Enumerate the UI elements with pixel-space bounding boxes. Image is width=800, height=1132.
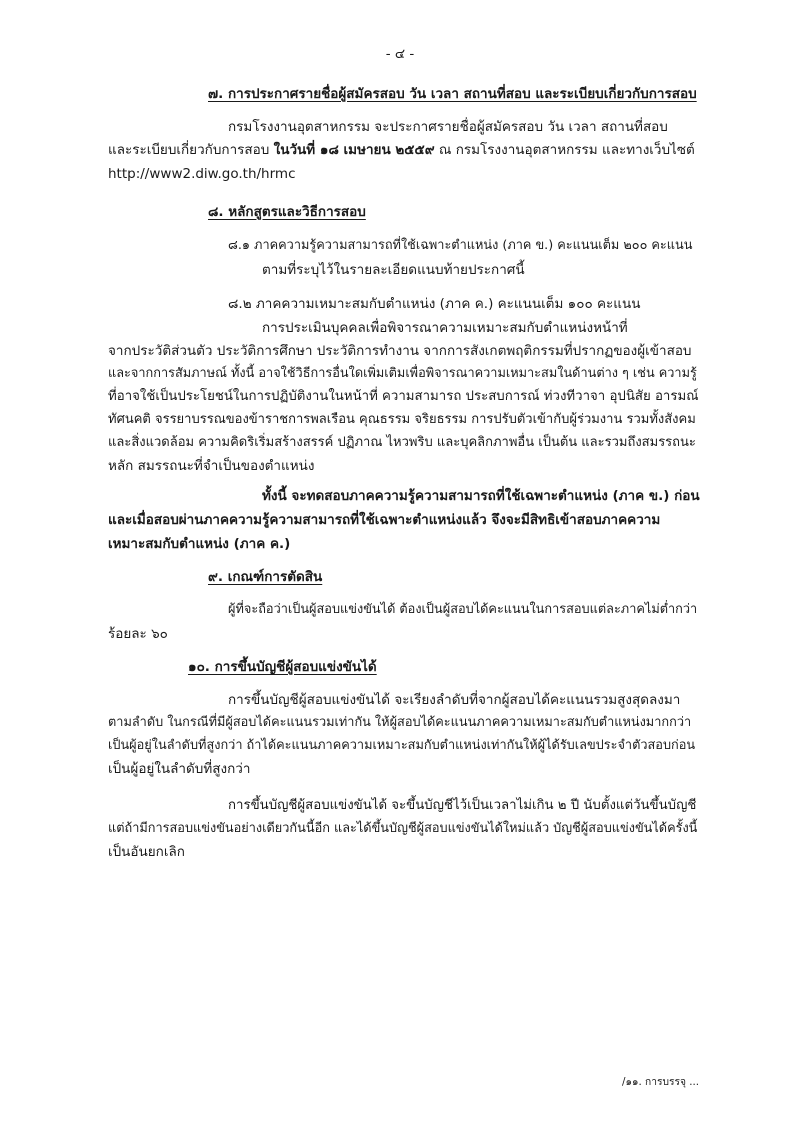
section-8-note-line-2: และเมื่อสอบผ่านภาคความรู้ความสามารถที่ใช้เฉพาะตำแหน่งแล้ว จึงจะมีสิทธิเข้าสอบภาคความ — [108, 512, 661, 528]
section-10-para-1-line-4: เป็นผู้อยู่ในลำดับที่สูงกว่า — [108, 761, 251, 777]
section-7-line-2-a: และระเบียบเกี่ยวกับการสอบ — [108, 142, 274, 158]
section-7-exam-date: ในวันที่ ๑๘ เมษายน ๒๕๕๙ — [273, 142, 435, 158]
section-10-heading: ๑๐. การขึ้นบัญชีผู้สอบแข่งขันได้ — [188, 659, 377, 675]
section-10-para-2-line-1: การขึ้นบัญชีผู้สอบแข่งขันได้ จะขึ้นบัญชีไว้เป็นเวลาไม่เกิน ๒ ปี นับตั้งแต่วันขึ้นบัญชี — [228, 798, 697, 813]
page-number: - ๔ - — [385, 46, 415, 62]
section-8-paragraph-line-2: และจากการสัมภาษณ์ ทั้งนี้ อาจใช้วิธีการอื่นใดเพิ่มเติมเพื่อพิจารณาความเหมาะสมในด้านต่าง ๆ เช่น ความรู้ — [108, 366, 697, 381]
section-7-heading: ๗. การประกาศรายชื่อผู้สมัครสอบ วัน เวลา สถานที่สอบ และระเบียบเกี่ยวกับการสอบ — [208, 86, 697, 102]
section-7-line-1: กรมโรงงานอุตสาหกรรม จะประกาศรายชื่อผู้สมัครสอบ วัน เวลา สถานที่สอบ — [228, 119, 668, 135]
section-8-paragraph-line-1: จากประวัติส่วนตัว ประวัติการศึกษา ประวัติการทำงาน จากการสังเกตพฤติกรรมที่ปรากฏของผู้เข้าสอบ — [108, 343, 692, 359]
section-10-para-1-line-2: ตามลำดับ ในกรณีที่มีผู้สอบได้คะแนนรวมเท่ากัน ให้ผู้สอบได้คะแนนภาคความเหมาะสมกับตำแหน่งมากกว่า — [108, 715, 692, 730]
section-9-line-2: ร้อยละ ๖๐ — [108, 626, 168, 642]
section-9-line-1: ผู้ที่จะถือว่าเป็นผู้สอบแข่งขันได้ ต้องเป็นผู้สอบได้คะแนนในการสอบแต่ละภาคไม่ต่ำกว่า — [228, 602, 698, 617]
section-8-paragraph-line-6: หลัก สมรรถนะที่จำเป็นของตำแหน่ง — [108, 458, 315, 474]
section-10-para-2-line-3: เป็นอันยกเลิก — [108, 844, 185, 860]
section-7-line-2-b: ณ กรมโรงงานอุตสาหกรรม และทางเว็บไซต์ — [434, 142, 695, 158]
section-8-1-line-1: ๘.๑ ภาคความรู้ความสามารถที่ใช้เฉพาะตำแหน่ง (ภาค ข.) คะแนนเต็ม ๒๐๐ คะแนน — [228, 238, 693, 253]
section-7-url: http://www2.diw.go.th/hrmc — [108, 166, 296, 182]
section-10-para-2-line-2: แต่ถ้ามีการสอบแข่งขันอย่างเดียวกันนี้อีก และได้ขึ้นบัญชีผู้สอบแข่งขันได้ใหม่แล้ว บัญชีผู้สอบแข่งขันได้ครั้งนี้ — [108, 821, 698, 836]
continuation-note: /๑๑. การบรรจุ ... — [622, 1076, 700, 1088]
section-10-para-1-line-3: เป็นผู้อยู่ในลำดับที่สูงกว่า ถ้าได้คะแนนภาคความเหมาะสมกับตำแหน่งเท่ากันให้ผู้ได้รับเลขประจำตัวสอบก่อน — [108, 738, 696, 753]
section-8-note-line-3: เหมาะสมกับตำแหน่ง (ภาค ค.) — [108, 536, 291, 552]
section-8-2-line-1: ๘.๒ ภาคความเหมาะสมกับตำแหน่ง (ภาค ค.) คะแนนเต็ม ๑๐๐ คะแนน — [228, 296, 641, 312]
section-8-paragraph-line-5: และสิ่งแวดล้อม ความคิดริเริ่มสร้างสรรค์ ปฏิภาณ ไหวพริบ และบุคลิกภาพอื่น เป็นต้น และรวมถึงสมรรถนะ — [108, 435, 696, 450]
section-8-paragraph-line-4: ทัศนคติ จรรยาบรรณของข้าราชการพลเรือน คุณธรรม จริยธรรม การปรับตัวเข้ากับผู้ร่วมงาน รวมทั้งสังคม — [108, 412, 696, 427]
section-8-note-line-1: ทั้งนี้ จะทดสอบภาคความรู้ความสามารถที่ใช้เฉพาะตำแหน่ง (ภาค ข.) ก่อน — [262, 488, 700, 504]
section-8-paragraph-line-3: ที่อาจใช้เป็นประโยชน์ในการปฏิบัติงานในหน้าที่ ความสามารถ ประสบการณ์ ท่วงทีวาจา อุปนิสัย อารมณ์ — [108, 389, 699, 404]
section-10-para-1-line-1: การขึ้นบัญชีผู้สอบแข่งขันได้ จะเรียงลำดับที่จากผู้สอบได้คะแนนรวมสูงสุดลงมา — [228, 692, 681, 708]
section-8-1-line-2: ตามที่ระบุไว้ในรายละเอียดแนบท้ายประกาศนี้ — [262, 262, 525, 278]
section-9-heading: ๙. เกณฑ์การตัดสิน — [208, 569, 323, 585]
section-7-line-2 — [108, 140, 695, 160]
section-8-heading: ๘. หลักสูตรและวิธีการสอบ — [208, 204, 366, 220]
section-8-2-line-2: การประเมินบุคคลเพื่อพิจารณาความเหมาะสมกับตำแหน่งหน้าที่ — [262, 320, 628, 336]
